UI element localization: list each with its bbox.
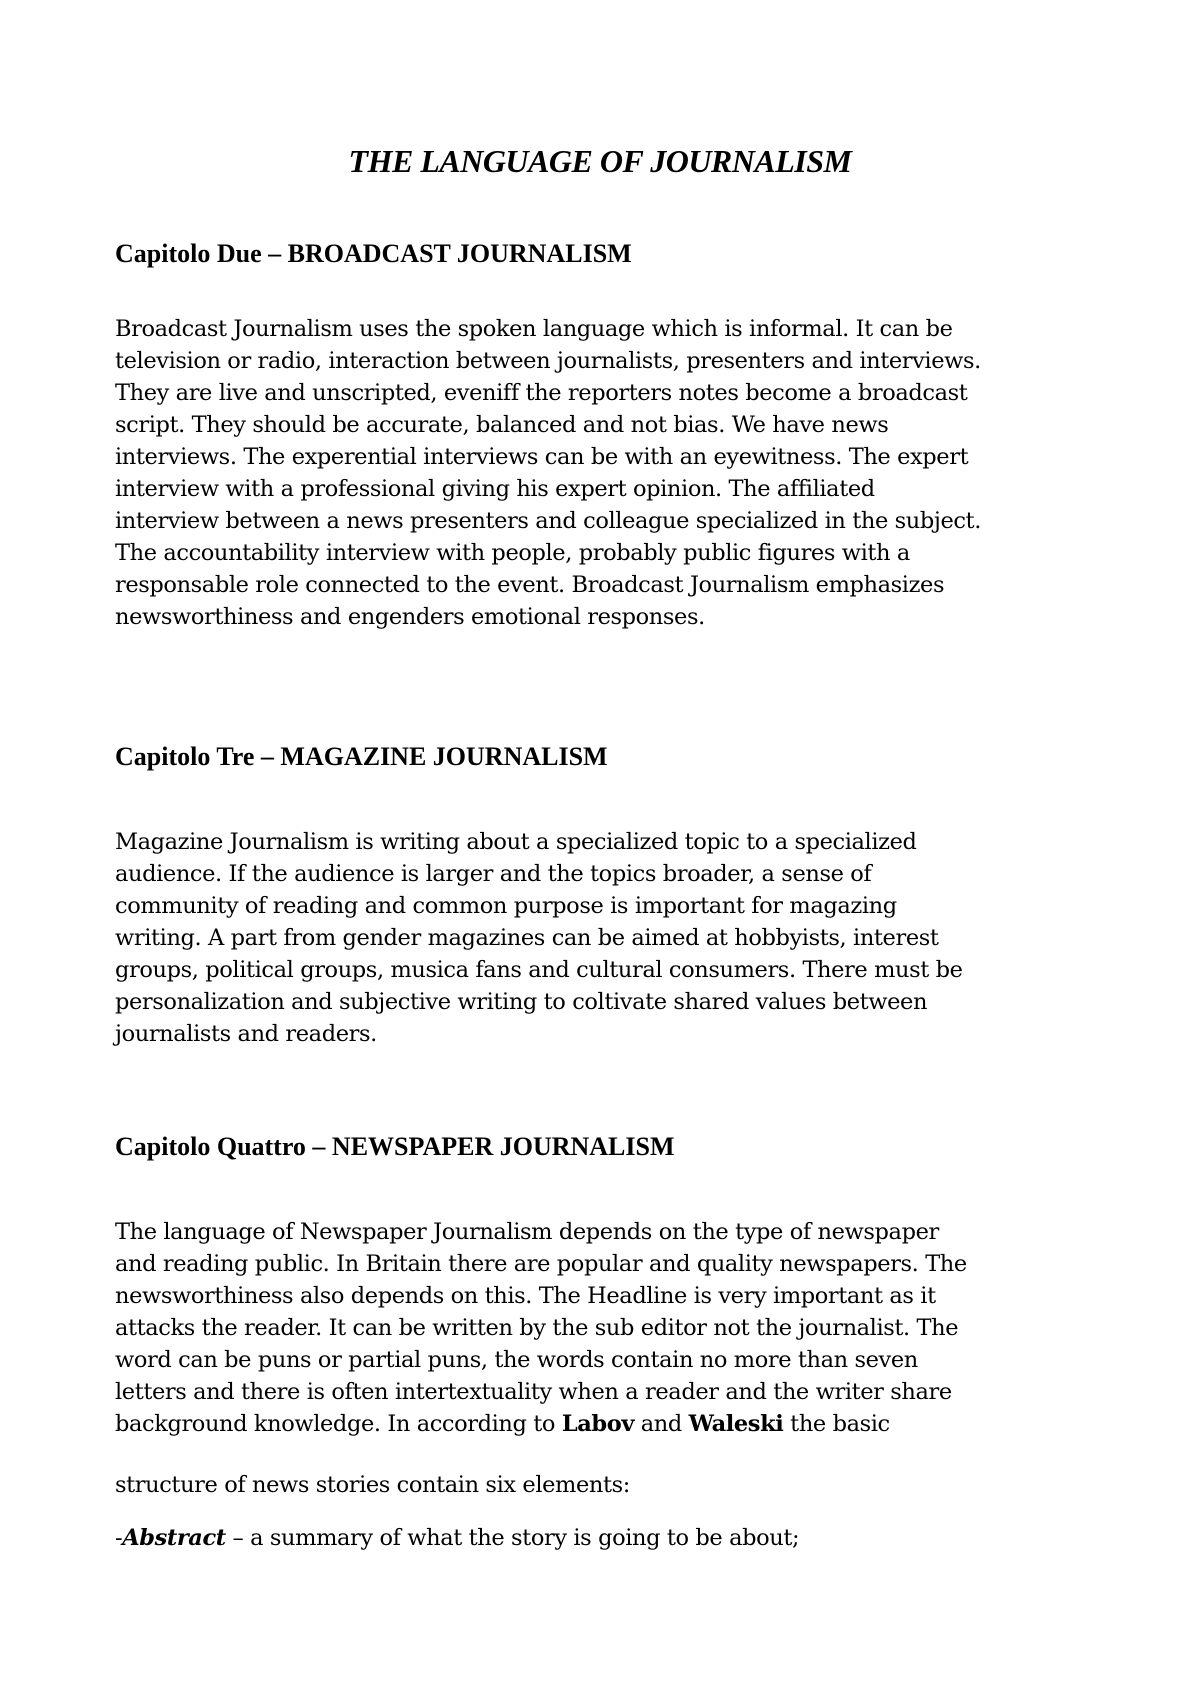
text-line: audience. If the audience is larger and the topics broader, a sense of — [115, 861, 872, 887]
text-line: They are live and unscripted, eveniff the reporters notes become a broadcast — [115, 380, 968, 406]
section-topic: BROADCAST JOURNALISM — [287, 239, 632, 268]
document-title: THE LANGUAGE OF JOURNALISM — [348, 143, 852, 179]
text-line: letters and there is often intertextuality when a reader and the writer share — [115, 1379, 952, 1405]
author-labov: Labov — [561, 1411, 635, 1437]
text-line: responsable role connected to the event. Broadcast Journalism emphasizes — [115, 572, 945, 598]
text-line: Magazine Journalism is writing about a specialized topic to a specialized — [115, 829, 917, 855]
text-line: newsworthiness also depends on this. The Headline is very important as it — [115, 1283, 936, 1309]
list-prefix: - — [115, 1525, 123, 1551]
heading-separator: – — [254, 742, 281, 771]
text-line: and reading public. In Britain there are popular and quality newspapers. The — [115, 1251, 967, 1277]
list-description: – a summary of what the story is going to be about; — [225, 1525, 800, 1551]
chapter-label: Capitolo Quattro — [115, 1132, 306, 1161]
heading-separator: – — [261, 239, 288, 268]
list-item-abstract — [115, 1522, 1125, 1554]
text-line: television or radio, interaction between journalists, presenters and interviews. — [115, 348, 981, 374]
text-line: interview between a news presenters and colleague specialized in the subject. — [115, 508, 981, 534]
list-term: Abstract — [122, 1525, 226, 1551]
text-line: personalization and subjective writing to coltivate shared values between — [115, 989, 928, 1015]
list-line — [115, 1522, 1125, 1554]
paragraph-structure — [115, 1469, 1125, 1501]
text-line: community of reading and common purpose is important for magazing — [115, 893, 897, 919]
chapter-label: Capitolo Due — [115, 239, 262, 268]
paragraph-broadcast — [115, 313, 1125, 633]
text-line: script. They should be accurate, balanced and not bias. We have news — [115, 412, 889, 438]
text-line: interviews. The experential interviews can be with an eyewitness. The expert — [115, 444, 969, 470]
text-line: attacks the reader. It can be written by the sub editor not the journalist. The — [115, 1315, 959, 1341]
text-line: interview with a professional giving his expert opinion. The affiliated — [115, 476, 875, 502]
text-line: newsworthiness and engenders emotional responses. — [115, 604, 705, 630]
author-waleski: Waleski — [688, 1411, 784, 1437]
text-line: word can be puns or partial puns, the words contain no more than seven — [115, 1347, 918, 1373]
text-line: Broadcast Journalism uses the spoken language which is informal. It can be — [115, 316, 953, 342]
chapter-label: Capitolo Tre — [115, 742, 255, 771]
text-line: journalists and readers. — [115, 1021, 377, 1047]
section-heading-broadcast — [115, 238, 1115, 270]
citation-lead: background knowledge. In according to — [115, 1411, 562, 1437]
paragraph-magazine — [115, 826, 1125, 1050]
section-heading-magazine — [115, 741, 1115, 773]
paragraph-newspaper — [115, 1216, 1125, 1440]
section-heading-newspaper — [115, 1131, 1115, 1163]
text-line: groups, political groups, musica fans and cultural consumers. There must be — [115, 957, 963, 983]
text-line: writing. A part from gender magazines can be aimed at hobbyists, interest — [115, 925, 939, 951]
text-line: structure of news stories contain six elements: — [115, 1472, 630, 1498]
section-topic: NEWSPAPER JOURNALISM — [331, 1132, 675, 1161]
text-line: The language of Newspaper Journalism depends on the type of newspaper — [115, 1219, 939, 1245]
section-topic: MAGAZINE JOURNALISM — [280, 742, 608, 771]
citation-tail: the basic — [783, 1411, 890, 1437]
citation-and: and — [634, 1411, 689, 1437]
text-line: The accountability interview with people, probably public figures with a — [115, 540, 910, 566]
heading-separator: – — [305, 1132, 332, 1161]
text-line-citation — [115, 1408, 1125, 1440]
